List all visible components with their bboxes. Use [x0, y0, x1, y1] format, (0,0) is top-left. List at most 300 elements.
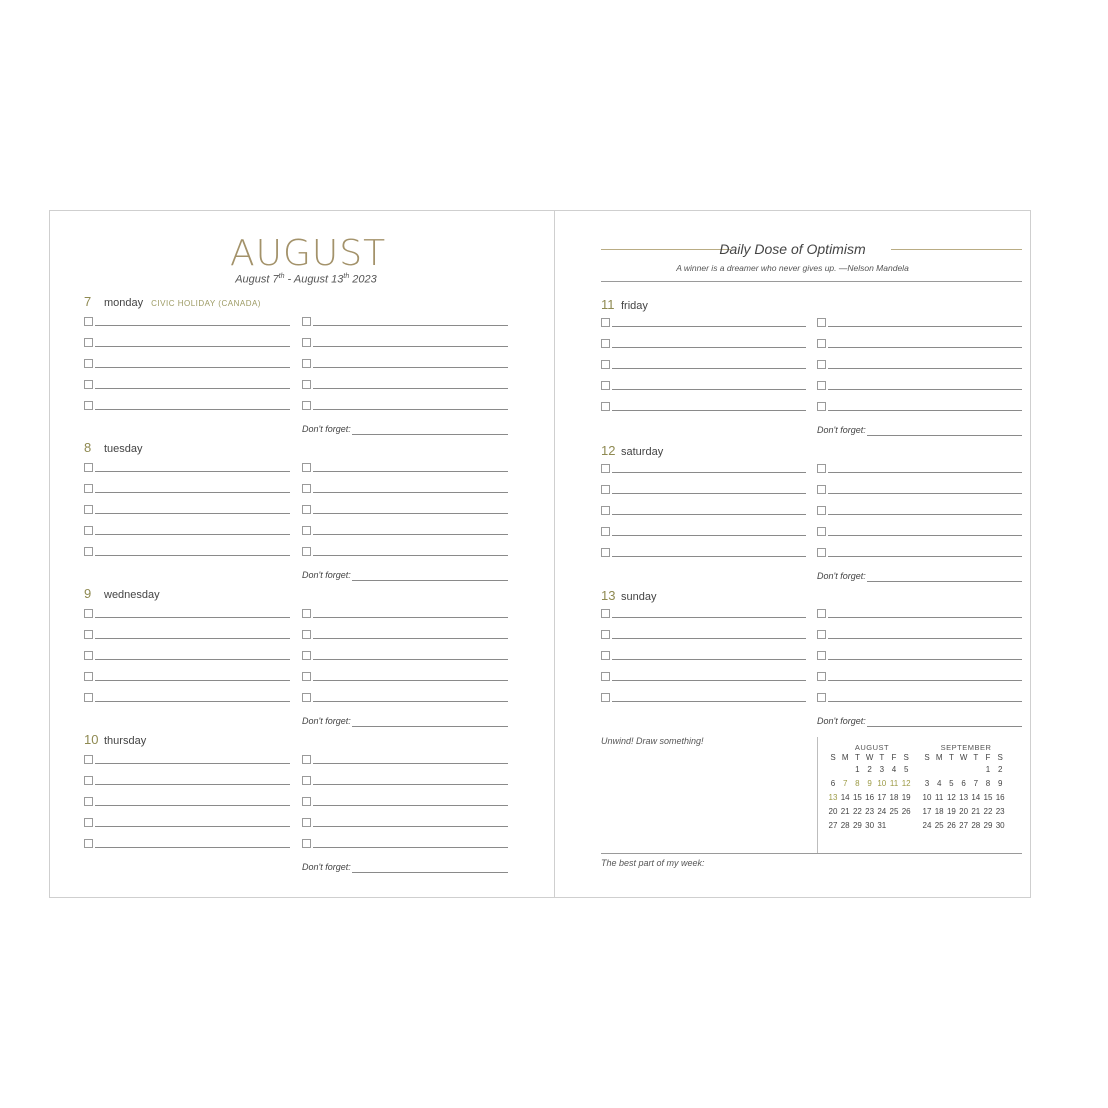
task-line[interactable] [612, 347, 806, 348]
calendar-date: 4 [891, 765, 897, 774]
task-line[interactable] [313, 325, 508, 326]
task-line[interactable] [95, 659, 290, 660]
task-checkbox[interactable] [601, 464, 610, 473]
calendar-date: 23 [865, 807, 875, 816]
task-line[interactable] [612, 368, 806, 369]
calendar-date: 9 [997, 779, 1003, 788]
task-checkbox[interactable] [601, 339, 610, 348]
task-row [302, 609, 508, 619]
task-row [302, 672, 508, 682]
task-row [302, 651, 508, 661]
task-checkbox[interactable] [302, 526, 311, 535]
dont-forget-label: Don't forget: [302, 716, 351, 726]
task-line[interactable] [828, 701, 1022, 702]
task-checkbox[interactable] [817, 672, 826, 681]
calendar-date: 25 [889, 807, 899, 816]
task-checkbox[interactable] [302, 839, 311, 848]
task-line[interactable] [313, 555, 508, 556]
right-page [554, 210, 1031, 898]
task-row [302, 755, 508, 765]
task-line[interactable] [95, 409, 290, 410]
task-line[interactable] [313, 409, 508, 410]
unwind-label: Unwind! Draw something! [601, 736, 704, 746]
task-row [84, 609, 290, 619]
calendar-date: 8 [985, 779, 991, 788]
weekday-label: M [935, 753, 943, 762]
task-row [817, 360, 1022, 370]
holiday-note: CIVIC HOLIDAY (CANADA) [151, 299, 261, 308]
task-line[interactable] [828, 410, 1022, 411]
task-checkbox[interactable] [84, 609, 93, 618]
task-checkbox[interactable] [302, 380, 311, 389]
task-checkbox[interactable] [84, 776, 93, 785]
calendar-date: 4 [936, 779, 942, 788]
task-line[interactable] [95, 492, 290, 493]
task-line[interactable] [828, 535, 1022, 536]
task-checkbox[interactable] [601, 318, 610, 327]
calendar-date: 6 [961, 779, 966, 788]
day-name: thursday [104, 735, 147, 747]
task-checkbox[interactable] [302, 463, 311, 472]
task-line[interactable] [612, 617, 806, 618]
task-checkbox[interactable] [84, 380, 93, 389]
dont-forget-label: Don't forget: [817, 425, 866, 435]
task-line[interactable] [95, 367, 290, 368]
calendar-date: 30 [995, 821, 1005, 830]
task-row [84, 672, 290, 682]
task-line[interactable] [95, 701, 290, 702]
task-checkbox[interactable] [601, 651, 610, 660]
task-row [601, 402, 806, 412]
task-line[interactable] [828, 514, 1022, 515]
task-line[interactable] [313, 805, 508, 806]
task-checkbox[interactable] [84, 463, 93, 472]
calendar-date: 25 [934, 821, 944, 830]
task-row [84, 630, 290, 640]
task-checkbox[interactable] [817, 609, 826, 618]
task-checkbox[interactable] [601, 381, 610, 390]
calendar-date: 14 [840, 793, 850, 802]
task-line[interactable] [612, 556, 806, 557]
task-row [84, 401, 290, 411]
task-checkbox[interactable] [601, 402, 610, 411]
task-line[interactable] [828, 659, 1022, 660]
task-row [601, 693, 806, 703]
task-row [84, 484, 290, 494]
task-row [84, 463, 290, 473]
task-checkbox[interactable] [302, 672, 311, 681]
task-checkbox[interactable] [817, 318, 826, 327]
weekday-label: W [959, 753, 968, 762]
dont-forget-line[interactable] [352, 434, 508, 435]
task-line[interactable] [612, 659, 806, 660]
task-checkbox[interactable] [84, 547, 93, 556]
range-start: August 7 [235, 273, 279, 286]
mini-calendar-title: AUGUST [854, 743, 890, 752]
calendar-date: 2 [867, 765, 872, 774]
task-row [601, 381, 806, 391]
task-line[interactable] [95, 346, 290, 347]
month-title: AUGUST [230, 233, 387, 274]
day-number: 10 [84, 732, 99, 747]
calendar-date: 16 [865, 793, 875, 802]
dont-forget-line[interactable] [352, 872, 508, 873]
task-line[interactable] [313, 617, 508, 618]
task-line[interactable] [828, 347, 1022, 348]
mini-calendar-title: SEPTEMBER [940, 743, 992, 752]
task-checkbox[interactable] [817, 630, 826, 639]
task-checkbox[interactable] [302, 651, 311, 660]
task-line[interactable] [612, 472, 806, 473]
task-row [302, 463, 508, 473]
task-line[interactable] [828, 556, 1022, 557]
task-line[interactable] [313, 471, 508, 472]
day-block [601, 442, 1022, 582]
task-checkbox[interactable] [302, 505, 311, 514]
task-checkbox[interactable] [302, 776, 311, 785]
day-name: monday [104, 297, 144, 309]
task-row [84, 693, 290, 703]
quote: A winner is a dreamer who never gives up. —Nelson Mandela [676, 263, 909, 273]
task-checkbox[interactable] [302, 547, 311, 556]
calendar-date: 22 [852, 807, 862, 816]
task-checkbox[interactable] [84, 672, 93, 681]
best-part-label: The best part of my week: [601, 858, 705, 868]
task-checkbox[interactable] [84, 526, 93, 535]
task-row [601, 651, 806, 661]
weekday-label: M [841, 753, 849, 762]
task-checkbox[interactable] [84, 338, 93, 347]
task-line[interactable] [95, 826, 290, 827]
task-checkbox[interactable] [84, 484, 93, 493]
weekday-label: F [985, 753, 991, 762]
task-row [817, 339, 1022, 349]
day-name: friday [621, 300, 648, 312]
calendar-date: 8 [855, 779, 860, 788]
task-checkbox[interactable] [84, 505, 93, 514]
task-checkbox[interactable] [84, 755, 93, 764]
task-row [601, 360, 806, 370]
task-line[interactable] [828, 389, 1022, 390]
task-line[interactable] [828, 493, 1022, 494]
task-line[interactable] [95, 388, 290, 389]
task-line[interactable] [828, 472, 1022, 473]
task-row [84, 839, 290, 849]
calendar-date: 15 [852, 793, 862, 802]
task-line[interactable] [313, 680, 508, 681]
task-line[interactable] [612, 326, 806, 327]
calendar-date: 1 [985, 765, 991, 774]
task-row [817, 381, 1022, 391]
task-line[interactable] [828, 368, 1022, 369]
task-checkbox[interactable] [302, 693, 311, 702]
task-row [302, 693, 508, 703]
calendar-date: 11 [889, 779, 899, 788]
task-row [817, 402, 1022, 412]
task-checkbox[interactable] [601, 609, 610, 618]
task-checkbox[interactable] [601, 527, 610, 536]
calendar-date: 20 [828, 807, 838, 816]
task-row [817, 693, 1022, 703]
calendar-date: 2 [997, 765, 1003, 774]
task-row [302, 317, 508, 327]
day-header [601, 587, 656, 603]
task-row [84, 505, 290, 515]
calendar-date: 18 [889, 793, 899, 802]
day-number: 8 [84, 440, 92, 455]
task-line[interactable] [828, 638, 1022, 639]
task-line[interactable] [313, 638, 508, 639]
weekday-label: S [903, 753, 909, 762]
calendar-date: 11 [935, 793, 944, 802]
calendar-date: 23 [995, 807, 1005, 816]
task-checkbox[interactable] [84, 401, 93, 410]
task-row [302, 818, 508, 828]
calendar-date: 13 [959, 793, 969, 802]
task-line[interactable] [95, 513, 290, 514]
task-checkbox[interactable] [817, 485, 826, 494]
calendar-date: 14 [971, 793, 981, 802]
day-number: 11 [601, 297, 615, 312]
calendar-date: 24 [877, 807, 887, 816]
task-row [84, 818, 290, 828]
task-row [601, 464, 806, 474]
task-checkbox[interactable] [601, 630, 610, 639]
task-checkbox[interactable] [601, 672, 610, 681]
task-checkbox[interactable] [817, 381, 826, 390]
task-line[interactable] [612, 701, 806, 702]
task-checkbox[interactable] [302, 818, 311, 827]
range-end: August 13 [293, 273, 344, 286]
task-line[interactable] [313, 763, 508, 764]
calendar-date: 19 [901, 793, 911, 802]
calendar-date: 9 [867, 779, 872, 788]
weekday-label: S [924, 753, 930, 762]
task-checkbox[interactable] [84, 818, 93, 827]
task-row [601, 609, 806, 619]
calendar-date: 29 [852, 821, 862, 830]
task-line[interactable] [95, 325, 290, 326]
calendar-divider [817, 737, 818, 853]
calendar-date: 28 [840, 821, 850, 830]
dont-forget-label: Don't forget: [302, 570, 351, 580]
day-header [84, 731, 154, 747]
task-row [817, 464, 1022, 474]
task-line[interactable] [612, 410, 806, 411]
task-row [302, 797, 508, 807]
task-checkbox[interactable] [84, 797, 93, 806]
weekday-label: S [830, 753, 836, 762]
task-row [601, 506, 806, 516]
calendar-date: 21 [971, 807, 981, 816]
dont-forget-line[interactable] [867, 726, 1022, 727]
weekday-label: T [973, 753, 979, 762]
task-line[interactable] [95, 617, 290, 618]
task-line[interactable] [313, 826, 508, 827]
calendar-date: 27 [828, 821, 838, 830]
task-checkbox[interactable] [817, 651, 826, 660]
task-row [84, 547, 290, 557]
task-checkbox[interactable] [601, 360, 610, 369]
task-line[interactable] [95, 638, 290, 639]
task-line[interactable] [313, 534, 508, 535]
calendar-date: 18 [934, 807, 944, 816]
task-line[interactable] [313, 659, 508, 660]
task-checkbox[interactable] [302, 359, 311, 368]
range-start-suffix: th [278, 273, 285, 280]
task-line[interactable] [313, 492, 508, 493]
task-line[interactable] [95, 680, 290, 681]
task-row [302, 526, 508, 536]
task-checkbox[interactable] [302, 401, 311, 410]
task-line[interactable] [612, 680, 806, 681]
calendar-date: 24 [922, 821, 932, 830]
task-line[interactable] [828, 617, 1022, 618]
task-checkbox[interactable] [601, 485, 610, 494]
task-line[interactable] [95, 763, 290, 764]
left-page [49, 210, 555, 898]
task-row [817, 672, 1022, 682]
task-checkbox[interactable] [601, 506, 610, 515]
task-checkbox[interactable] [302, 484, 311, 493]
calendar-date: 10 [922, 793, 932, 802]
calendar-date: 26 [901, 807, 911, 816]
task-checkbox[interactable] [817, 506, 826, 515]
task-checkbox[interactable] [302, 755, 311, 764]
day-header [84, 585, 168, 601]
task-row [302, 401, 508, 411]
task-row [817, 506, 1022, 516]
task-line[interactable] [612, 638, 806, 639]
task-checkbox[interactable] [84, 317, 93, 326]
calendar-date: 10 [877, 779, 887, 788]
day-block [84, 731, 508, 871]
task-checkbox[interactable] [302, 630, 311, 639]
task-checkbox[interactable] [302, 797, 311, 806]
task-line[interactable] [313, 367, 508, 368]
optimism-title: Daily Dose of Optimism [719, 241, 866, 257]
task-row [84, 317, 290, 327]
dont-forget-label: Don't forget: [302, 862, 351, 872]
task-line[interactable] [313, 701, 508, 702]
dont-forget-label: Don't forget: [817, 571, 866, 581]
task-row [302, 359, 508, 369]
task-checkbox[interactable] [84, 359, 93, 368]
task-checkbox[interactable] [84, 693, 93, 702]
dont-forget-line[interactable] [352, 580, 508, 581]
calendar-date: 17 [877, 793, 887, 802]
task-checkbox[interactable] [817, 402, 826, 411]
task-checkbox[interactable] [817, 693, 826, 702]
task-line[interactable] [828, 680, 1022, 681]
day-header [84, 293, 261, 309]
task-checkbox[interactable] [84, 630, 93, 639]
weekday-label: S [997, 753, 1003, 762]
task-row [601, 672, 806, 682]
calendar-date: 12 [901, 779, 911, 788]
dont-forget-label: Don't forget: [302, 424, 351, 434]
task-line[interactable] [612, 514, 806, 515]
task-row [601, 339, 806, 349]
task-row [817, 651, 1022, 661]
task-line[interactable] [95, 805, 290, 806]
day-block [601, 296, 1022, 436]
task-checkbox[interactable] [601, 548, 610, 557]
task-line[interactable] [313, 513, 508, 514]
task-checkbox[interactable] [84, 651, 93, 660]
task-checkbox[interactable] [817, 464, 826, 473]
dont-forget-line[interactable] [867, 435, 1022, 436]
dont-forget-label: Don't forget: [817, 716, 866, 726]
task-row [817, 318, 1022, 328]
task-line[interactable] [612, 535, 806, 536]
task-checkbox[interactable] [817, 339, 826, 348]
day-block [84, 585, 508, 725]
task-checkbox[interactable] [302, 317, 311, 326]
task-row [817, 548, 1022, 558]
task-checkbox[interactable] [302, 338, 311, 347]
task-checkbox[interactable] [601, 693, 610, 702]
task-row [817, 527, 1022, 537]
task-line[interactable] [612, 493, 806, 494]
calendar-date: 17 [922, 807, 932, 816]
task-checkbox[interactable] [817, 548, 826, 557]
calendar-date: 5 [903, 765, 909, 774]
task-row [601, 318, 806, 328]
task-line[interactable] [95, 471, 290, 472]
calendar-date: 26 [946, 821, 956, 830]
dont-forget-line[interactable] [867, 581, 1022, 582]
task-line[interactable] [313, 346, 508, 347]
task-row [302, 630, 508, 640]
day-name: tuesday [104, 443, 143, 455]
day-name: sunday [621, 591, 657, 603]
task-checkbox[interactable] [302, 609, 311, 618]
weekday-label: T [948, 753, 954, 762]
best-part-rule [601, 853, 1022, 854]
calendar-date: 15 [983, 793, 993, 802]
task-line[interactable] [313, 784, 508, 785]
calendar-date: 16 [995, 793, 1005, 802]
task-checkbox[interactable] [817, 527, 826, 536]
task-line[interactable] [95, 784, 290, 785]
task-row [302, 380, 508, 390]
task-row [84, 338, 290, 348]
range-end-suffix: th [343, 273, 350, 280]
task-line[interactable] [828, 326, 1022, 327]
task-row [817, 485, 1022, 495]
task-checkbox[interactable] [84, 839, 93, 848]
task-row [601, 485, 806, 495]
task-line[interactable] [313, 847, 508, 848]
calendar-date: 20 [959, 807, 969, 816]
calendar-date: 3 [924, 779, 930, 788]
task-line[interactable] [95, 555, 290, 556]
task-row [84, 526, 290, 536]
task-row [84, 755, 290, 765]
calendar-date: 6 [830, 779, 836, 788]
calendar-date: 21 [840, 807, 850, 816]
task-line[interactable] [95, 847, 290, 848]
task-checkbox[interactable] [817, 360, 826, 369]
task-line[interactable] [612, 389, 806, 390]
task-row [817, 630, 1022, 640]
task-line[interactable] [95, 534, 290, 535]
task-row [601, 548, 806, 558]
dont-forget-line[interactable] [352, 726, 508, 727]
task-line[interactable] [313, 388, 508, 389]
calendar-date: 3 [879, 765, 885, 774]
